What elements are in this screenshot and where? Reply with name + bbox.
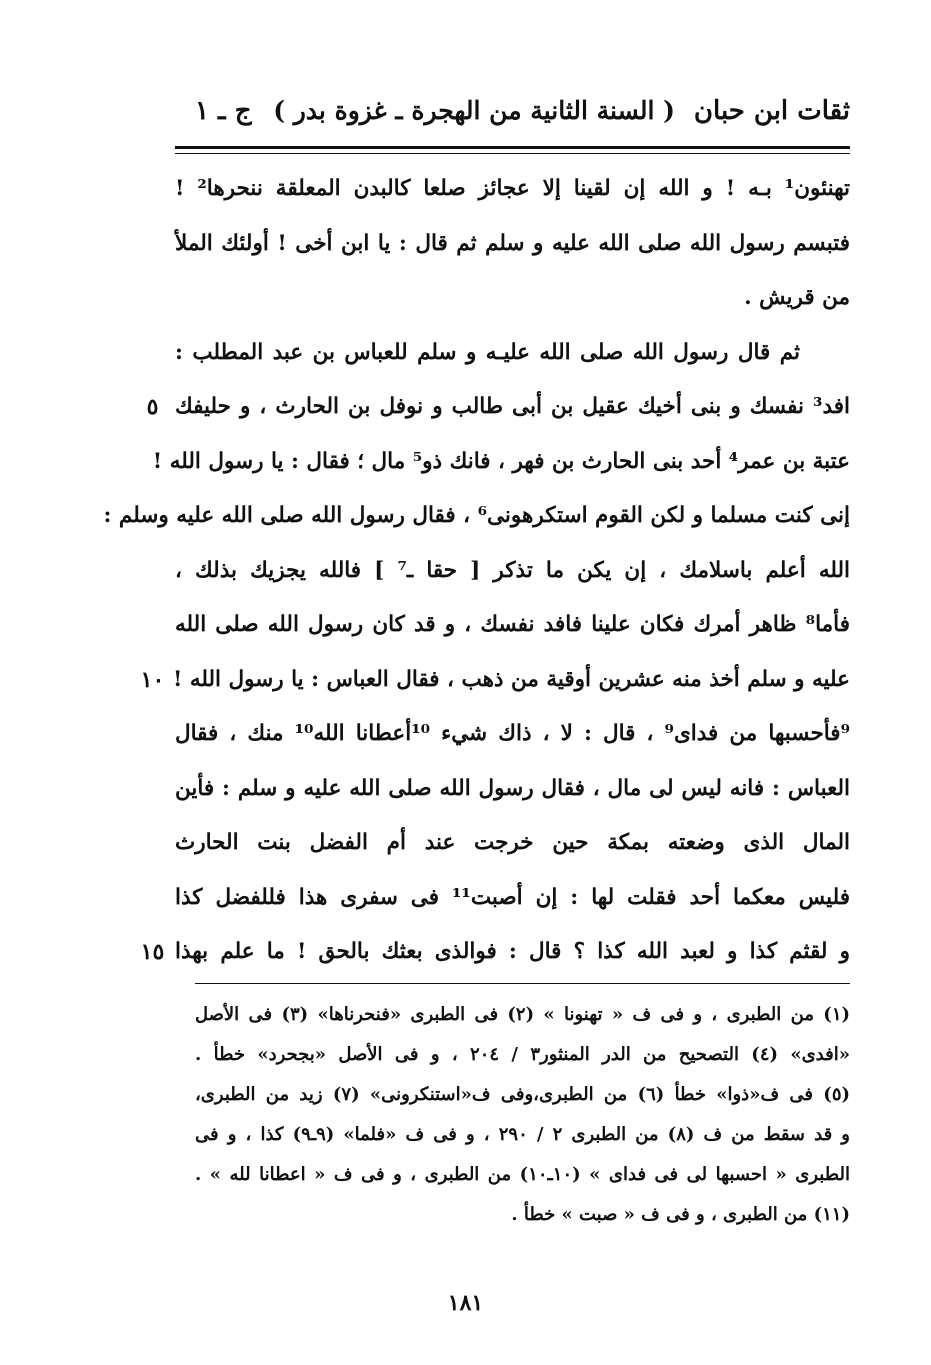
header-rule-thin <box>175 153 850 154</box>
text-line: فليس معكما أحد فقلت لها : إن أصبت¹¹ فى سفرى هذا فللفضل كذا <box>175 884 850 910</box>
footnote-line: (١١) من الطبرى ، و فى ف « صبت » خطأ . <box>511 1204 850 1225</box>
text-line: افد³ نفسك و بنى أخيك عقيل بن أبى طالب و نوفل بن الحارث ، و حليفك <box>175 394 850 419</box>
section-title: ( السنة الثانية من الهجرة ـ غزوة بدر ) <box>273 96 675 125</box>
text-line: إنى كنت مسلما و لكن القوم استكرهونى⁶ ، فقال رسول الله صلى الله عليه وسلم : <box>103 503 850 528</box>
line-number-10: ١٠ <box>140 666 165 693</box>
text-line: فأما⁸ ظاهر أمرك فكان علينا فافد نفسك ، و قد كان رسول الله صلى الله <box>175 612 850 637</box>
footnote-line: و قد سقط من ف (٨) من الطبرى ٢ / ٢٩٠ ، و فى ف «فلما» (٩ـ٩) كذا ، و فى <box>195 1124 851 1145</box>
line-number-15: ١٥ <box>140 939 165 965</box>
footnote-line: (١) من الطبرى ، و فى ف « تهنونا » (٢) فى الطبرى «فنحرناها» (٣) فى الأصل <box>195 1004 851 1025</box>
text-line: العباس : فانه ليس لى مال ، فقال رسول الله صلى الله عليه و سلم : فأين <box>175 775 850 801</box>
page-number: ١٨١ <box>447 1290 484 1316</box>
text-line: ⁹فأحسبها من فداى⁹ ، قال : لا ، ذاك شيء ¹⁰أعطانا الله¹⁰ منك ، فقال <box>175 721 851 746</box>
text-line: عتبة بن عمر⁴ أحد بنى الحارث بن فهر ، فانك ذو⁵ مال ؛ فقال : يا رسول الله ! <box>152 448 850 474</box>
running-header <box>175 92 850 138</box>
text-line: من قريش . <box>744 285 850 310</box>
volume-label: ج ـ ١ <box>195 96 252 126</box>
footnote-line: الطبرى « احسبها لى فى فداى » (١٠ـ١٠) من الطبرى ، و فى ف « اعطانا لله » . <box>195 1164 850 1185</box>
text-line: الله أعلم باسلامك ، إن يكن ما تذكر [ حقا ـ⁷ ] فالله يجزيك بذلك ، <box>175 557 850 583</box>
text-line: فتبسم رسول الله صلى الله عليه و سلم ثم قال : يا ابن أخى ! أولئك الملأ <box>175 230 850 256</box>
text-line: المال الذى وضعته بمكة حين خرجت عند أم الفضل بنت الحارث <box>175 830 850 855</box>
line-number-5: ٥ <box>146 394 159 420</box>
text-line: ثم قال رسول الله صلى الله عليـه و سلم للعباس بن عبد المطلب : <box>175 339 800 365</box>
book-title: ثقات ابن حبان <box>693 96 850 126</box>
footnote-rule <box>195 983 850 984</box>
footnote-line: «افدى» (٤) التصحيح من الدر المنثور٣ / ٢٠٤ ، و فى الأصل «بجحرد» خطأ . <box>195 1044 850 1065</box>
footnotes <box>195 995 850 1235</box>
header-rule-thick <box>175 146 850 149</box>
text-line: و لقثم كذا و لعبد الله كذا ؟ قال : فوالذى بعثك بالحق ! ما علم بهذا <box>175 939 850 964</box>
text-line: تهنئون¹ بـه ! و الله إن لقينا إلا عجائز صلعا كالبدن المعلقة ننحرها² ! <box>175 176 850 201</box>
text-line: عليه و سلم أخذ منه عشرين أوقية من ذهب ، فقال العباس : يا رسول الله ! <box>172 666 850 692</box>
footnote-line: (٥) فى ف«ذوا» خطأ (٦) من الطبرى،وفى ف«استنكرونى» (٧) زيد من الطبرى، <box>195 1084 851 1105</box>
